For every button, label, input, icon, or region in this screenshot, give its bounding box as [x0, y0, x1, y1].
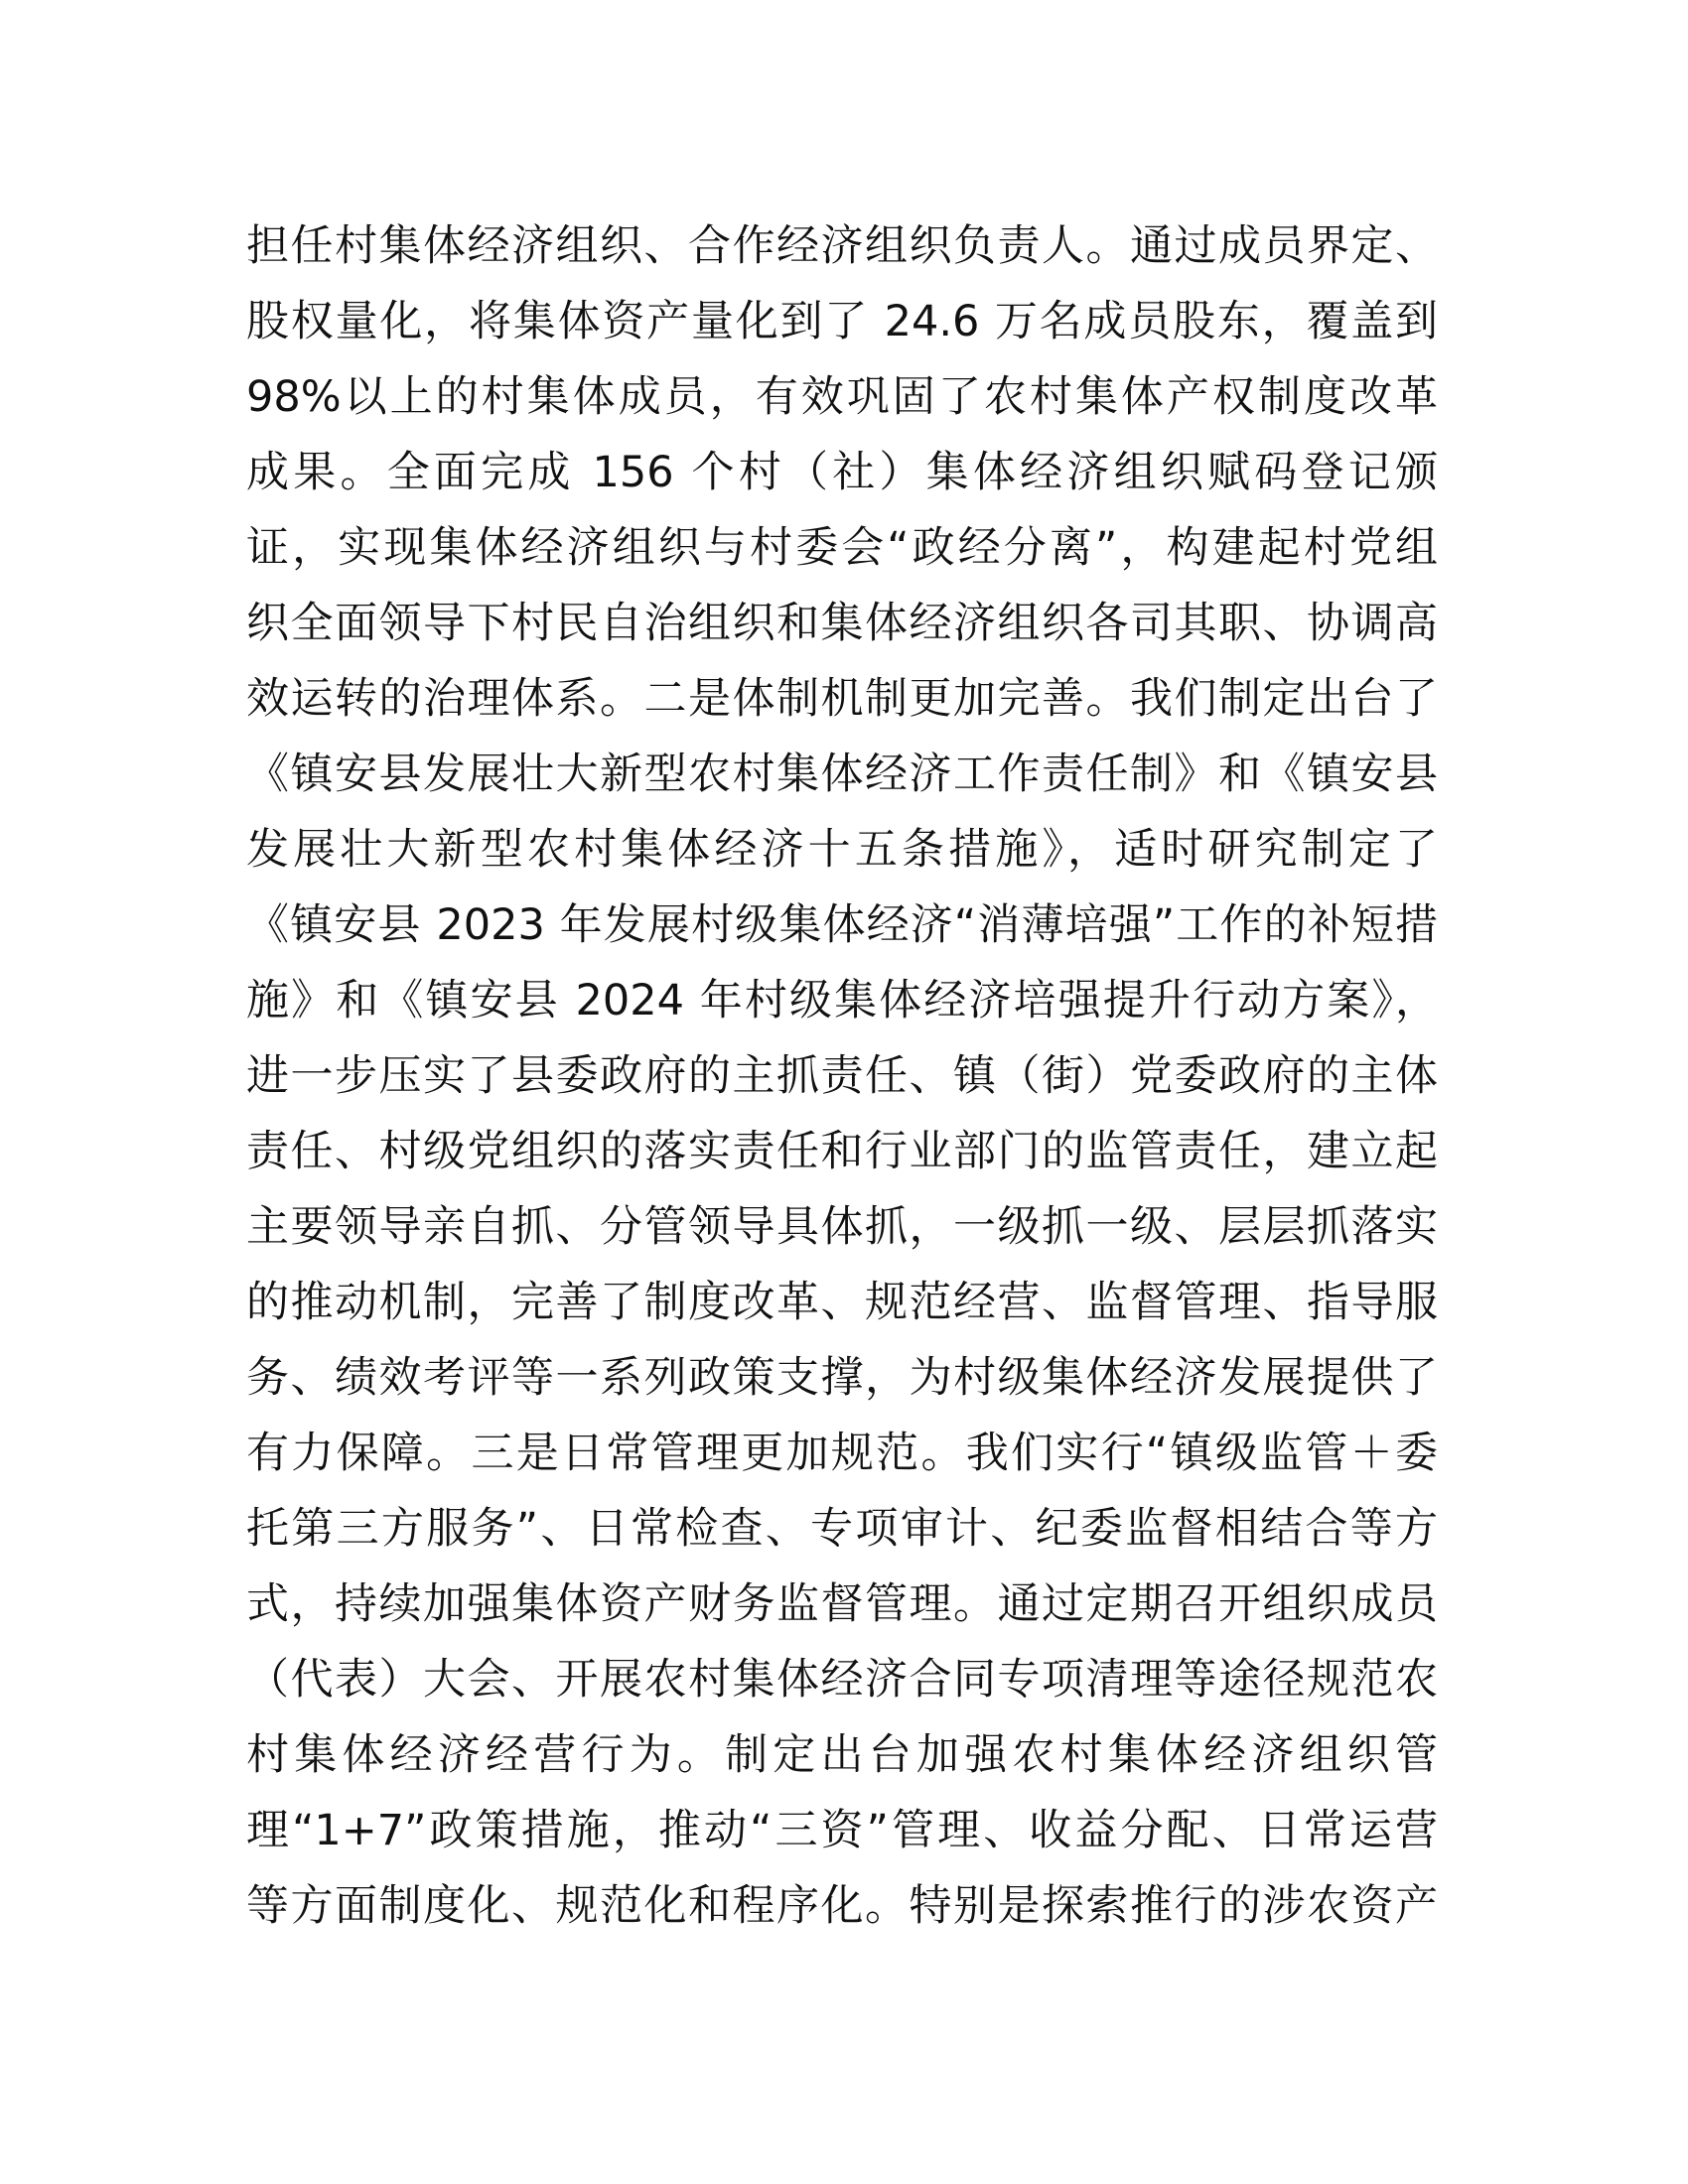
text-line: 《镇安县发展壮大新型农村集体经济工作责任制》和《镇安县	[246, 750, 1438, 799]
text-line: 证，实现集体经济组织与村委会“政经分离”，构建起村党组	[246, 523, 1438, 573]
text-line: 有力保障。三是日常管理更加规范。我们实行“镇级监管＋委	[246, 1429, 1438, 1478]
text-line: 进一步压实了县委政府的主抓责任、镇（街）党委政府的主体	[246, 1051, 1438, 1101]
text-line: 式，持续加强集体资产财务监督管理。通过定期召开组织成员	[246, 1579, 1438, 1629]
text-line: 发展壮大新型农村集体经济十五条措施》，适时研究制定了	[246, 825, 1438, 875]
text-line: 效运转的治理体系。二是体制机制更加完善。我们制定出台了	[246, 674, 1438, 724]
text-line: 《镇安县 2023 年发展村级集体经济“消薄培强”工作的补短措	[246, 900, 1438, 950]
text-line: 主要领导亲自抓、分管领导具体抓，一级抓一级、层层抓落实	[246, 1202, 1438, 1252]
body-paragraph	[246, 208, 1438, 1944]
text-line: （代表）大会、开展农村集体经济合同专项清理等途径规范农	[246, 1655, 1438, 1705]
text-line: 98%以上的村集体成员，有效巩固了农村集体产权制度改革	[246, 372, 1438, 422]
text-line: 成果。全面完成 156 个村（社）集体经济组织赋码登记颁	[246, 448, 1438, 497]
text-line: 担任村集体经济组织、合作经济组织负责人。通过成员界定、	[246, 221, 1438, 271]
text-line: 责任、村级党组织的落实责任和行业部门的监管责任，建立起	[246, 1127, 1438, 1176]
text-line: 等方面制度化、规范化和程序化。特别是探索推行的涉农资产	[246, 1881, 1438, 1931]
text-line: 股权量化，将集体资产量化到了 24.6 万名成员股东，覆盖到	[246, 297, 1438, 346]
text-line: 的推动机制，完善了制度改革、规范经营、监督管理、指导服	[246, 1278, 1438, 1327]
text-line: 托第三方服务”、日常检查、专项审计、纪委监督相结合等方	[246, 1504, 1438, 1554]
text-line: 织全面领导下村民自治组织和集体经济组织各司其职、协调高	[246, 599, 1438, 648]
text-line: 施》和《镇安县 2024 年村级集体经济培强提升行动方案》，	[246, 976, 1438, 1025]
text-line: 务、绩效考评等一系列政策支撑，为村级集体经济发展提供了	[246, 1353, 1438, 1403]
text-line: 理“1+7”政策措施，推动“三资”管理、收益分配、日常运营	[246, 1806, 1438, 1855]
text-line: 村集体经济经营行为。制定出台加强农村集体经济组织管	[246, 1730, 1438, 1780]
